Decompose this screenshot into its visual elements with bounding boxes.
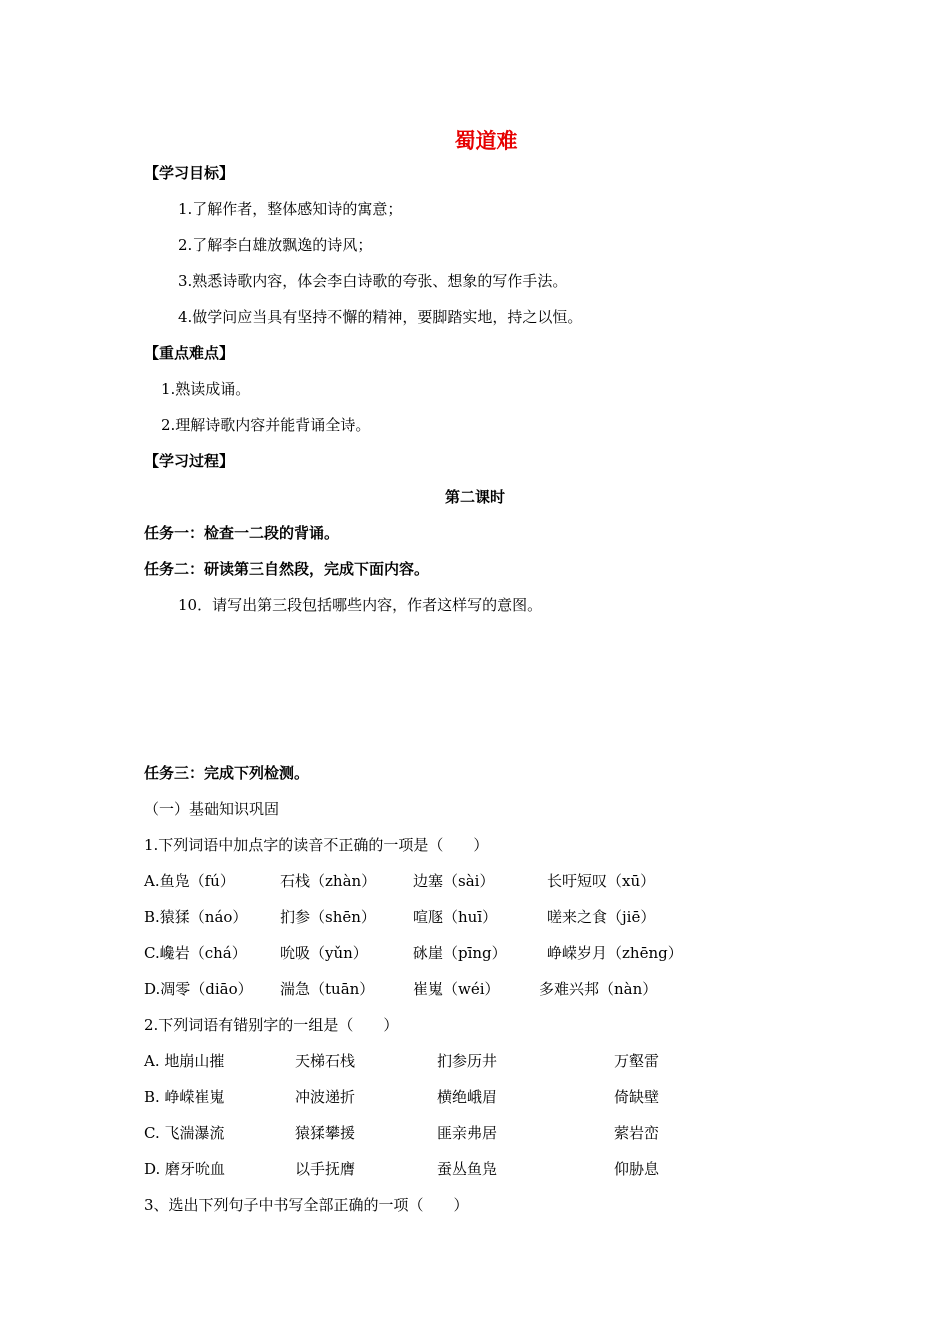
q1-option-d-item-1: D.凋零（diāo）	[144, 980, 253, 998]
process-heading: 【学习过程】	[144, 452, 235, 470]
q1-option-d-item-3: 崔嵬（wéi）	[413, 980, 500, 998]
lesson-label: 第二课时	[444, 488, 505, 506]
q2-option-c-item-4: 萦岩峦	[614, 1124, 660, 1142]
q1-option-c-item-2: 吮吸（yǔn）	[280, 944, 368, 962]
q2-option-c-item-3: 匪亲弗居	[437, 1124, 498, 1142]
q1-option-b-item-4: 嗟来之食（jiē）	[547, 908, 656, 926]
objective-4: 4.做学问应当具有坚持不懈的精神，要脚踏实地，持之以恒。	[178, 308, 583, 326]
subsection-basic-knowledge: （一）基础知识巩固	[144, 800, 280, 818]
question-1-stem: 1.下列词语中加点字的读音不正确的一项是（ ）	[144, 836, 489, 854]
document-title: 蜀道难	[454, 129, 518, 153]
q1-option-b-item-1: B.猿猱（náo）	[144, 908, 248, 926]
q2-option-a-item-2: 天梯石栈	[295, 1052, 356, 1070]
objective-2: 2.了解李白雄放飘逸的诗风；	[178, 236, 373, 254]
q2-option-d-item-2: 以手抚膺	[295, 1160, 356, 1178]
q1-option-c-item-1: C.巉岩（chá）	[144, 944, 247, 962]
key-point-2: 2.理解诗歌内容并能背诵全诗。	[161, 416, 371, 434]
q1-option-d-item-2: 湍急（tuān）	[280, 980, 375, 998]
q2-option-a-item-3: 扪参历井	[437, 1052, 498, 1070]
q1-option-d-item-4: 多难兴邦（nàn）	[539, 980, 658, 998]
q2-option-c-item-1: C. 飞湍瀑流	[144, 1124, 225, 1142]
q1-option-a-item-3: 边塞（sài）	[413, 872, 495, 890]
key-point-1: 1.熟读成诵。	[161, 380, 251, 398]
objectives-heading: 【学习目标】	[144, 164, 235, 182]
q1-option-c-item-3: 砯崖（pīng）	[413, 944, 507, 962]
q1-option-c-item-4: 峥嵘岁月（zhēng）	[547, 944, 683, 962]
question-10: 10．请写出第三段包括哪些内容，作者这样写的意图。	[178, 596, 543, 614]
q2-option-c-item-2: 猿猱攀援	[295, 1124, 356, 1142]
question-3-stem: 3、选出下列句子中书写全部正确的一项（ ）	[144, 1196, 469, 1214]
question-2-stem: 2.下列词语有错别字的一组是（ ）	[144, 1016, 399, 1034]
task-3: 任务三：完成下列检测。	[144, 764, 310, 782]
q1-option-a-item-1: A.鱼凫（fú）	[144, 872, 235, 890]
q1-option-a-item-2: 石栈（zhàn）	[280, 872, 377, 890]
key-points-heading: 【重点难点】	[144, 344, 235, 362]
q2-option-b-item-3: 横绝峨眉	[437, 1088, 498, 1106]
q2-option-b-item-1: B. 峥嵘崔嵬	[144, 1088, 225, 1106]
q2-option-b-item-4: 倚缺壁	[614, 1088, 660, 1106]
q1-option-b-item-3: 喧豗（huī）	[413, 908, 498, 926]
objective-1: 1.了解作者，整体感知诗的寓意；	[178, 200, 403, 218]
q2-option-a-item-1: A. 地崩山摧	[144, 1052, 225, 1070]
task-1: 任务一：检查一二段的背诵。	[144, 524, 340, 542]
q1-option-b-item-2: 扪参（shēn）	[280, 908, 376, 926]
q2-option-d-item-3: 蚕丛鱼凫	[437, 1160, 498, 1178]
task-2: 任务二：研读第三自然段，完成下面内容。	[144, 560, 430, 578]
q2-option-a-item-4: 万壑雷	[614, 1052, 660, 1070]
q2-option-d-item-4: 仰胁息	[614, 1160, 660, 1178]
q1-option-a-item-4: 长吁短叹（xū）	[547, 872, 656, 890]
q2-option-d-item-1: D. 磨牙吮血	[144, 1160, 226, 1178]
q2-option-b-item-2: 冲波递折	[295, 1088, 356, 1106]
objective-3: 3.熟悉诗歌内容，体会李白诗歌的夸张、想象的写作手法。	[178, 272, 568, 290]
